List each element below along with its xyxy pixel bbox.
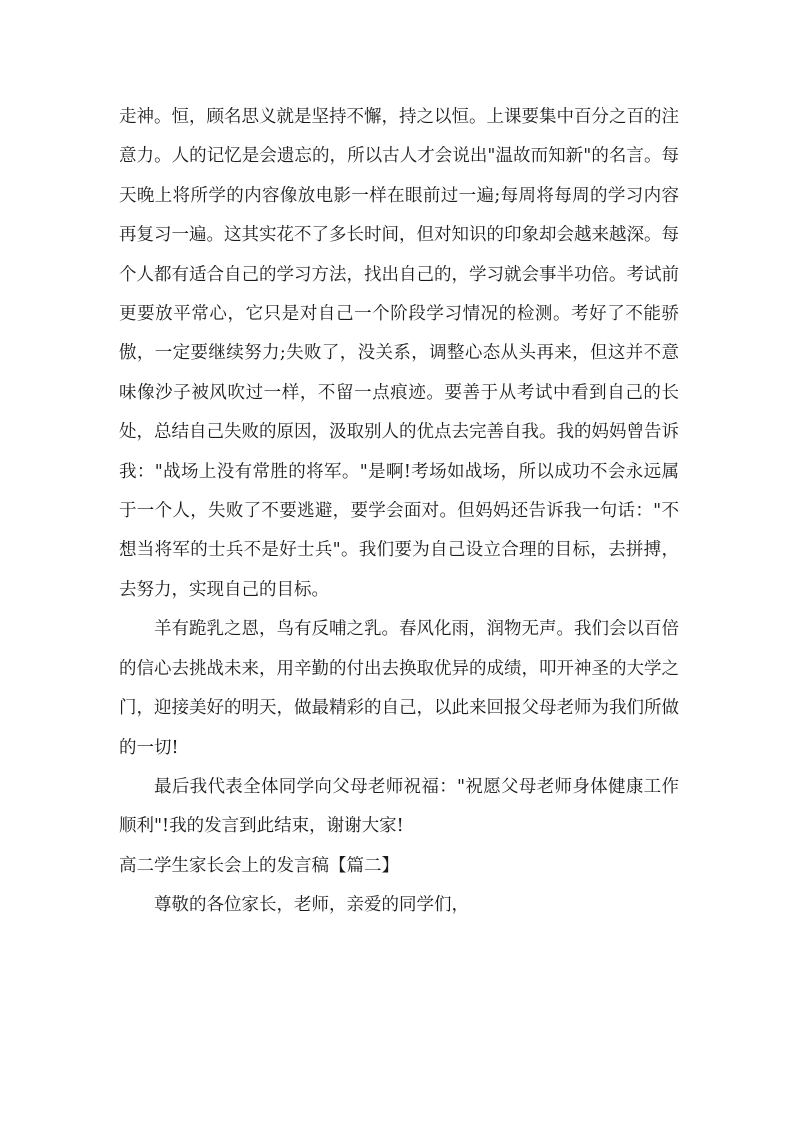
body-paragraph: 最后我代表全体同学向父母老师祝福："祝愿父母老师身体健康工作顺利"!我的发言到此结束，谢谢大家!: [119, 776, 679, 837]
document-body: [119, 98, 679, 926]
section-heading: 高二学生家长会上的发言稿【篇二】: [119, 855, 399, 876]
greeting-paragraph: 尊敬的各位家长，老师，亲爱的同学们，: [154, 895, 469, 916]
body-paragraph-continued: 走神。恒，顾名思义就是坚持不懈，持之以恒。上课要集中百分之百的注意力。人的记忆是会遗忘的，所以古人才会说出"温故而知新"的名言。每天晚上将所学的内容像放电影一样在眼前过一遍;每周将每周的学习内容再复习一遍。这其实花不了多长时间，但对知识的印象却会越来越深。每个人都有适合自己的学习方法，找出自己的，学习就会事半功倍。考试前更要放平常心，它只是对自己一个阶段学习情况的检测。考好了不能骄傲，一定要继续努力;失败了，没关系，调整心态从头再来，但这并不意味像沙子被风吹过一样，不留一点痕迹。要善于从考试中看到自己的长处，总结自己失败的原因，汲取别人的优点去完善自我。我的妈妈曾告诉我："战场上没有常胜的将军。"是啊!考场如战场，所以成功不会永远属于一个人，失败了不要逃避，要学会面对。但妈妈还告诉我一句话："不想当将军的士兵不是好士兵"。我们要为自己设立合理的目标，去拼搏，去努力，实现自己的目标。: [119, 107, 679, 600]
body-paragraph: 羊有跪乳之恩，鸟有反哺之乳。春风化雨，润物无声。我们会以百倍的信心去挑战未来，用辛勤的付出去换取优异的成绩，叩开神圣的大学之门，迎接美好的明天，做最精彩的自己，以此来回报父母老师为我们所做的一切!: [119, 619, 679, 758]
